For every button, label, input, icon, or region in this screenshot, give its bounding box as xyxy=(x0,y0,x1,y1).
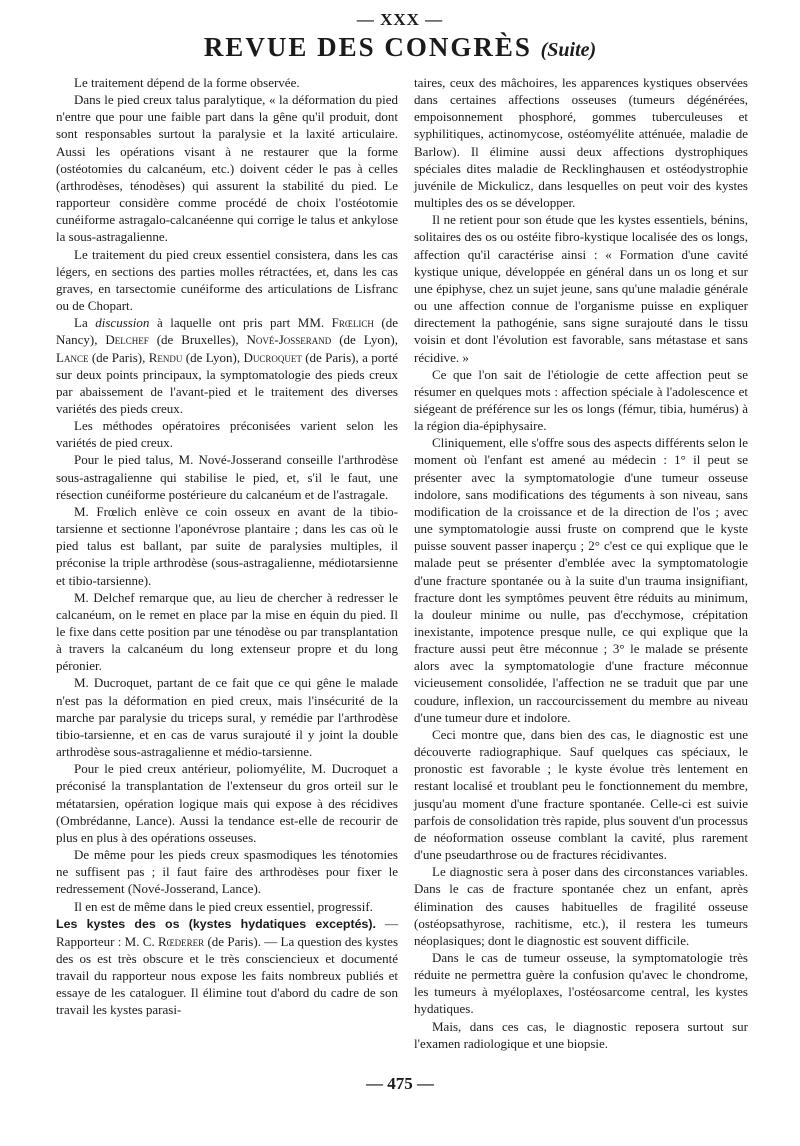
text: (de Nancy), xyxy=(56,315,399,348)
title-text: REVUE DES CONGRÈS xyxy=(203,32,532,62)
text: (de Lyon), xyxy=(182,349,244,365)
author-name: Lance xyxy=(56,349,89,365)
paragraph: Pour le pied creux antérieur, poliomyélite, M. Ducroquet a préconisé la transplantation de l'extenseur du gros orteil sur le métatarsien, opération logique mais qui expose à des récidives (Ombrédanne, Lance). Aussi la tendance est-elle de recourir de plus en plus à des opérations osseuses. xyxy=(56,761,398,845)
paragraph: Ceci montre que, dans bien des cas, le diagnostic est une découverte radiographique. Sauf quelques cas spéciaux, le pronostic est favorable ; le kyste évolue très lentement en restant localisé et troublant peu le fonctionnement du membre, jusqu'au moment d'une fracture spontanée. Celle-ci est suivie parfois de consolidation très rapide, plus souvent d'un processus de néoformation osseuse comblant la cavité, plus rarement d'une pseudarthrose ou de fractures récidivantes. xyxy=(414,726,748,863)
paragraph: Le traitement du pied creux essentiel consistera, dans les cas légers, en sections des parties molles rétractées, et, dans les cas graves, en tarsectomie cunéiforme des articulations de Lisfranc ou de Chopart. xyxy=(56,246,398,314)
page-title xyxy=(0,32,800,63)
discussion-paragraph xyxy=(56,314,398,417)
author-name: Nové-Josserand xyxy=(246,332,332,348)
paragraph: Pour le pied talus, M. Nové-Josserand conseille l'arthrodèse sous-astragalienne qui stabilise le pied, et, s'il le faut, une résection cunéiforme postérieure du calcanéum et de l'astragale. xyxy=(56,452,398,502)
text: (de Paris), xyxy=(88,349,149,365)
paragraph: Cliniquement, elle s'offre sous des aspects différents selon le moment où l'enfant est amené au médecin : 1° il peut se présenter avec la symptomatologie d'une tumeur osseuse indolore, sans modifications des téguments à son niveau, sans modification de la croissance et de la direction de l'os ; avec une symptomatologie aussi fruste on comprend que le kyste puisse souvent passer inaperçu ; 2° c'est ce qui explique que le malade peut se présenter d'emblée avec la symptomatologie d'une fracture spontanée ou à la suite d'un trauma insignifiant, fracture dont les symptômes peuvent être réduits au minimum, la douleur minime ou nulle, pas d'ecchymose, crépitation inexistante, impotence presque nulle, ce qui explique que la fracture aussi peut être méconnue ; 3° le malade se présente alors avec la symptomatologie d'une fracture méconnue vicieusement consolidée, l'affection ne se traduit que par une coudure, inflexion, un raccourcissement du membre au niveau d'une tumeur dure et indolore. xyxy=(414,435,748,725)
text: — Rapporteur : M. C. xyxy=(56,915,399,949)
paragraph: M. Frœlich enlève ce coin osseux en avant de la tibio-tarsienne et sectionne l'aponévrose plantaire ; dans les cas où le pied talus est ballant, par suite de paralysies multiples, il préconise la triple arthrodèse (sous-astragalienne, médiotarsienne et tibio-tarsienne). xyxy=(56,503,398,588)
paragraph: Dans le pied creux talus paralytique, « la déformation du pied n'entre que pour une faible part dans la gêne qu'il produit, dont sont responsables surtout la paralysie et la laxité articulaire. Aussi les opérations visant à ne restaurer que la forme (ostéotomies du calcanéum, etc.) doivent céder le pas à celles (arthrodèses, ténodèses) qui assurent la stabilité du pied. Le rapporteur considère comme procédé de choix l'ostéotomie cunéiforme astragalo-calcanéenne qui corrige le talus et ankylose la sous-astragalienne. xyxy=(56,92,398,245)
right-column xyxy=(414,74,748,1052)
author-name: Delchef xyxy=(105,332,149,348)
page-number: — 475 — xyxy=(366,1074,434,1093)
text: La xyxy=(74,315,88,331)
text: (de Paris), a porté sur deux points principaux, la symptomatologie des pieds creux par abaissement de l'avant-pied et le traitement des diverses variétés des pieds creux. xyxy=(56,349,398,416)
paragraph: Dans le cas de tumeur osseuse, la symptomatologie très réduite ne permettra guère la confusion qu'avec le chondrome, les tumeurs à myéloplaxes, l'ostéosarcome central, les kystes hydatiques. xyxy=(414,949,748,1017)
left-column xyxy=(56,74,398,1019)
text: (de Bruxelles), xyxy=(148,332,247,348)
author-name: Frœlich xyxy=(331,315,374,331)
text: à laquelle ont pris part MM. xyxy=(149,315,332,331)
text: (de Paris). — La question des kystes des os est très obscure et le très consciencieux et documenté travail du rapporteur nous expose les faits nombreux publiés et essaye de les cataloguer. Il élimine tout d'abord du cadre de son travail les kystes parasi- xyxy=(56,933,398,1018)
paragraph: Il ne retient pour son étude que les kystes essentiels, bénins, solitaires des os ou ostéite fibro-kystique localisée des os longs, affection qu'il caractérise ainsi : « Formation d'une cavité kystique unique, développée en général dans un os long et sur une épiphyse, chez un sujet jeune, sans qu'une maladie générale ou une affection connue de l'organisme puisse en expliquer directement la pathogénie, sans signe surajouté dans le tissu voisin et dont l'évolution est favorable, sans métastase et sans récidive. » xyxy=(414,212,748,365)
author-name: Rœderer xyxy=(158,933,205,949)
paragraph: Mais, dans ces cas, le diagnostic reposera surtout sur l'examen radiologique et une biopsie. xyxy=(414,1018,748,1051)
paragraph: De même pour les pieds creux spasmodiques les ténotomies ne suffisent pas ; il faut faire des arthrodèses pour fixer le redressement (Nové-Josserand, Lance). xyxy=(56,847,398,897)
paragraph: Le diagnostic sera à poser dans des circonstances variables. Dans le cas de fracture spontanée chez un enfant, après élimination des causes habituelles de fragilité osseuse (ostéopsathyrose, rachitisme, etc.), il restera les tumeurs néoplasiques; dont le diagnostic est souvent difficile. xyxy=(414,864,748,948)
paragraph: Le traitement dépend de la forme observée. xyxy=(74,75,300,90)
text: (de Lyon), xyxy=(331,332,398,348)
roman-page-number: — XXX — xyxy=(356,10,444,29)
paragraph: Les méthodes opératoires préconisées varient selon les variétés de pied creux. xyxy=(56,418,398,451)
section-paragraph xyxy=(56,915,398,1019)
paragraph: taires, ceux des mâchoires, les apparences kystiques observées dans certaines affections osseuses (tumeurs dégénérées, empoisonnement phosphoré, gommes tuberculeuses et syphilitiques, actinomycose, ostéomyélite atténuée, maladie de Barlow). Il élimine aussi deux affections dystrophiques spéciales dites maladie de Recklinghausen et ostéodystrophie juvénile de Mickulicz, dans lesquelles on peut voir des kystes multiples des os se développer. xyxy=(414,75,748,211)
paragraph: Il en est de même dans le pied creux essentiel, progressif. xyxy=(74,898,373,914)
paragraph: Ce que l'on sait de l'étiologie de cette affection peut se résumer en quelques mots : affection spéciale à l'adolescence et siégeant de préférence sur les os longs (fémur, tibia, humérus) à la région dia-épiphysaire. xyxy=(414,366,748,434)
discussion-word: discussion xyxy=(95,315,150,331)
paragraph: M. Delchef remarque que, au lieu de chercher à redresser le calcanéum, on le remet en place par la mise en équin du pied. Il le fixe dans cette position par une ténodèse ou par transplantation à travers la calcanéum du long extenseur propre et du long péronier. xyxy=(56,589,398,674)
paragraph: M. Ducroquet, partant de ce fait que ce qui gêne le malade n'est pas la déformation en pied creux, mais l'insécurité de la marche par paralysie du triceps sural, y remédie par l'arthrodèse tibio-tarsienne, et en cas de varus surajouté il y joint la double arthrodèse sous-astragalienne et médio-tarsienne. xyxy=(56,675,398,760)
section-heading: Les kystes des os (kystes hydatiques exceptés). xyxy=(56,916,376,931)
author-name: Rendu xyxy=(148,349,183,365)
author-name: Ducroquet xyxy=(243,349,302,365)
title-suite: (Suite) xyxy=(540,39,597,61)
